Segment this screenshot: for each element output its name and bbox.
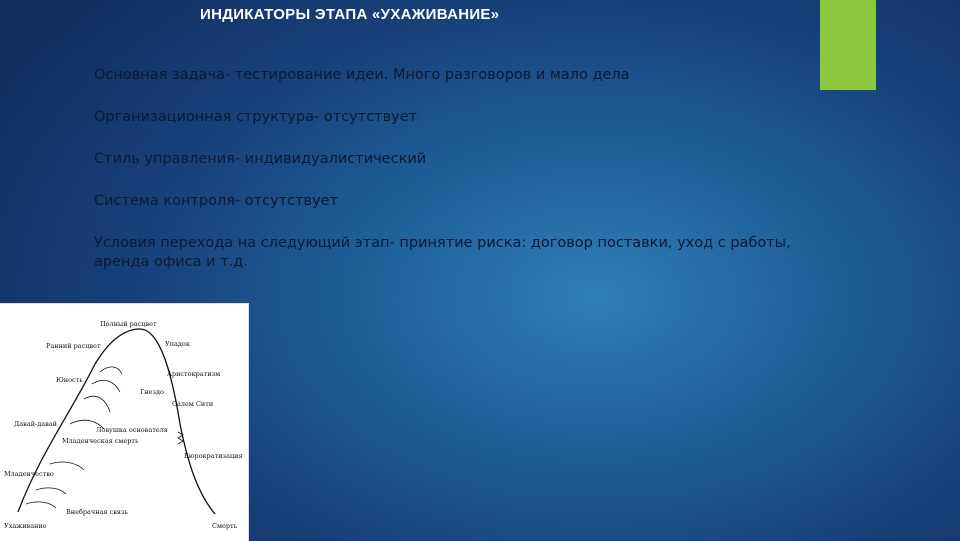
accent-bar [820, 0, 876, 90]
bullet-transition-conditions: Условия перехода на следующий этап- принятие риска: договор поставки, уход с работы, аренда офиса и т.д. [94, 235, 791, 270]
label-early-bloom: Ранний расцвет [46, 342, 101, 350]
curve-side-trap-5 [50, 462, 84, 470]
label-peak: Полный расцвет [100, 320, 157, 328]
label-courtship: Ухаживание [4, 522, 47, 530]
bullet-main-task: Основная задача- тестирование идеи. Много разговоров и мало дела [94, 67, 630, 83]
curve-side-trap-6 [36, 488, 66, 494]
label-salem-city: Салем Сити [172, 400, 214, 408]
label-death: Смерть [212, 522, 238, 530]
label-abortion: Внебрачная связь [66, 508, 129, 516]
label-founder-trap: Ловушка основателя [96, 426, 168, 434]
curve-side-trap-7 [26, 502, 56, 508]
label-infancy: Младенчество [4, 470, 54, 478]
curve-side-trap-3 [84, 396, 110, 412]
label-youth: Юность [56, 376, 83, 384]
bullet-control-system: Система контроля- отсутствует [94, 193, 339, 209]
label-infant-death: Младенческая смерть [62, 437, 139, 445]
label-go-go: Давай-давай [14, 420, 57, 428]
lifecycle-diagram [0, 303, 249, 541]
bullet-list [94, 66, 794, 295]
curve-side-trap-1 [100, 367, 122, 374]
curve-side-trap-2 [92, 380, 120, 392]
bullet-org-structure: Организационная структура- отсутствует [94, 109, 418, 125]
label-aristocracy: Аристократизм [167, 370, 221, 378]
label-decline: Упадок [165, 340, 190, 348]
label-family-trap: Гнездо [140, 388, 164, 396]
bullet-management-style: Стиль управления- индивидуалистический [94, 151, 427, 167]
lifecycle-curve-svg [0, 304, 248, 541]
slide-title: ИНДИКАТОРЫ ЭТАПА «УХАЖИВАНИЕ» [200, 6, 500, 23]
label-bureaucracy: Бюрократизация [184, 452, 243, 460]
